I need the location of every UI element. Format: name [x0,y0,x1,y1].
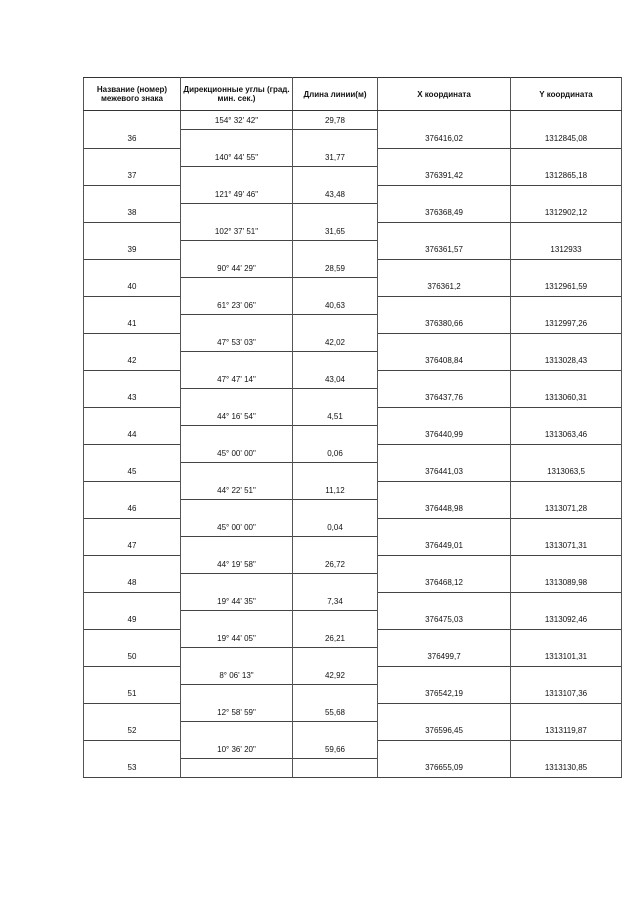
cell-x: 376449,01 [378,537,511,556]
table-row-segment [84,259,622,278]
cell-name [84,703,181,722]
table-row-segment [84,555,622,574]
cell-name [84,481,181,500]
cell-x: 376361,2 [378,278,511,297]
table-row-segment [84,444,622,463]
cell-name: 51 [84,685,181,704]
cell-angle [181,389,293,408]
table-row-segment [84,370,622,389]
cell-length [293,611,378,630]
cell-length: 28,59 [293,259,378,278]
table-row-segment [84,666,622,685]
cell-name: 37 [84,167,181,186]
cell-x [378,740,511,759]
cell-angle [181,500,293,519]
cell-x [378,185,511,204]
cell-x: 376440,99 [378,426,511,445]
table-row-segment [84,111,622,130]
cell-length: 31,65 [293,222,378,241]
cell-angle [181,722,293,741]
cell-y: 1313092,46 [511,611,622,630]
cell-y [511,259,622,278]
cell-y [511,296,622,315]
cell-length: 40,63 [293,296,378,315]
table-row-segment [84,148,622,167]
table-row-segment [84,333,622,352]
cell-length: 29,78 [293,111,378,130]
cell-angle [181,426,293,445]
cell-length: 26,72 [293,555,378,574]
cell-y [511,185,622,204]
cell-y: 1313028,43 [511,352,622,371]
cell-angle: 47° 53' 03" [181,333,293,352]
cell-name: 39 [84,241,181,260]
header-length: Длина линии(м) [293,78,378,111]
cell-x: 376437,76 [378,389,511,408]
cell-x [378,259,511,278]
cell-length: 43,48 [293,185,378,204]
table-row-point [84,241,622,260]
cell-angle [181,537,293,556]
cell-length: 0,06 [293,444,378,463]
cell-y [511,703,622,722]
cell-name: 50 [84,648,181,667]
cell-y: 1313063,46 [511,426,622,445]
cell-angle [181,204,293,223]
cell-x: 376542,19 [378,685,511,704]
cell-name [84,222,181,241]
cell-length [293,648,378,667]
cell-angle: 102° 37' 51" [181,222,293,241]
cell-y [511,740,622,759]
cell-y [511,111,622,130]
cell-name: 47 [84,537,181,556]
cell-name [84,444,181,463]
cell-angle [181,463,293,482]
table-row-point [84,759,622,778]
cell-x [378,222,511,241]
cell-angle: 47° 47' 14" [181,370,293,389]
cell-y: 1312865,18 [511,167,622,186]
cell-y: 1312997,26 [511,315,622,334]
boundary-coordinates-table [83,77,622,778]
header-x: X координата [378,78,511,111]
table-row-segment [84,703,622,722]
header-angle: Дирекционные углы (град. мин. сек.) [181,78,293,111]
cell-length: 43,04 [293,370,378,389]
cell-y [511,333,622,352]
table-row-segment [84,518,622,537]
table-body [84,111,622,778]
cell-x: 376441,03 [378,463,511,482]
cell-angle: 19° 44' 05" [181,629,293,648]
cell-name [84,555,181,574]
cell-name: 48 [84,574,181,593]
cell-y [511,407,622,426]
cell-length: 11,12 [293,481,378,500]
cell-length [293,463,378,482]
cell-angle: 8° 06' 13" [181,666,293,685]
cell-x [378,703,511,722]
cell-y: 1313119,87 [511,722,622,741]
cell-name [84,296,181,315]
cell-name: 49 [84,611,181,630]
table-row-point [84,389,622,408]
table-row-segment [84,481,622,500]
table-row-point [84,204,622,223]
cell-angle: 44° 16' 54" [181,407,293,426]
cell-y: 1313071,28 [511,500,622,519]
cell-length [293,537,378,556]
cell-length [293,500,378,519]
table-row-point [84,611,622,630]
cell-x: 376596,45 [378,722,511,741]
cell-x [378,148,511,167]
cell-name: 42 [84,352,181,371]
table-row-segment [84,296,622,315]
cell-y: 1313107,36 [511,685,622,704]
cell-y [511,222,622,241]
cell-y [511,555,622,574]
cell-x: 376475,03 [378,611,511,630]
cell-length: 42,02 [293,333,378,352]
cell-name [84,259,181,278]
cell-y: 1313060,31 [511,389,622,408]
cell-length [293,167,378,186]
table-row-point [84,167,622,186]
cell-angle: 154° 32' 42" [181,111,293,130]
table-row-point [84,537,622,556]
cell-length: 7,34 [293,592,378,611]
header-name: Название (номер) межевого знака [84,78,181,111]
cell-name [84,185,181,204]
cell-length: 0,04 [293,518,378,537]
cell-length [293,722,378,741]
cell-x: 376368,49 [378,204,511,223]
cell-length [293,278,378,297]
cell-angle: 45° 00' 00" [181,518,293,537]
table-header-row [84,78,622,111]
cell-name [84,111,181,130]
cell-y: 1313089,98 [511,574,622,593]
cell-x [378,111,511,130]
cell-angle [181,574,293,593]
cell-angle: 12° 58' 59" [181,703,293,722]
table-row-point [84,352,622,371]
table-row-point [84,426,622,445]
cell-angle: 19° 44' 35" [181,592,293,611]
cell-y: 1312961,59 [511,278,622,297]
cell-name: 41 [84,315,181,334]
cell-x [378,407,511,426]
cell-length [293,130,378,149]
table-row-segment [84,629,622,648]
cell-x: 376380,66 [378,315,511,334]
cell-angle [181,167,293,186]
table-row-segment [84,407,622,426]
cell-length: 31,77 [293,148,378,167]
cell-y: 1313101,31 [511,648,622,667]
cell-angle [181,315,293,334]
cell-length [293,241,378,260]
table-row-point [84,315,622,334]
cell-y [511,629,622,648]
cell-name: 36 [84,130,181,149]
table-row-point [84,685,622,704]
cell-length [293,426,378,445]
cell-x [378,592,511,611]
cell-name [84,518,181,537]
cell-length: 4,51 [293,407,378,426]
cell-angle: 121° 49' 46" [181,185,293,204]
cell-angle [181,685,293,704]
cell-length [293,352,378,371]
table-row-segment [84,222,622,241]
cell-y [511,370,622,389]
table-row-segment [84,185,622,204]
cell-angle [181,759,293,778]
cell-x [378,370,511,389]
cell-name: 52 [84,722,181,741]
cell-angle: 44° 19' 58" [181,555,293,574]
cell-y: 1312845,08 [511,130,622,149]
table-row-point [84,278,622,297]
cell-x: 376361,57 [378,241,511,260]
cell-name [84,148,181,167]
cell-y [511,666,622,685]
cell-name [84,370,181,389]
cell-length: 59,66 [293,740,378,759]
cell-angle: 10° 36' 20" [181,740,293,759]
cell-name [84,740,181,759]
cell-x: 376416,02 [378,130,511,149]
cell-y: 1312902,12 [511,204,622,223]
cell-x [378,444,511,463]
cell-angle: 45° 00' 00" [181,444,293,463]
cell-x: 376499,7 [378,648,511,667]
cell-name: 43 [84,389,181,408]
cell-y: 1312933 [511,241,622,260]
cell-y [511,444,622,463]
cell-name [84,592,181,611]
cell-angle: 90° 44' 29" [181,259,293,278]
cell-length [293,685,378,704]
cell-length: 42,92 [293,666,378,685]
cell-y [511,481,622,500]
cell-length [293,759,378,778]
cell-name [84,407,181,426]
cell-name [84,666,181,685]
cell-x [378,296,511,315]
cell-x [378,555,511,574]
cell-x: 376655,09 [378,759,511,778]
cell-y [511,592,622,611]
cell-name [84,333,181,352]
cell-name [84,629,181,648]
cell-name: 53 [84,759,181,778]
cell-angle: 140° 44' 55" [181,148,293,167]
cell-length [293,389,378,408]
table-row-segment [84,592,622,611]
table-row-point [84,463,622,482]
cell-y [511,518,622,537]
cell-length [293,204,378,223]
table-row-point [84,648,622,667]
cell-y: 1313063,5 [511,463,622,482]
cell-x: 376391,42 [378,167,511,186]
cell-angle [181,648,293,667]
cell-x [378,666,511,685]
cell-y [511,148,622,167]
cell-length [293,315,378,334]
table-row-point [84,574,622,593]
cell-x [378,333,511,352]
cell-y: 1313130,85 [511,759,622,778]
cell-name: 44 [84,426,181,445]
table-row-point [84,722,622,741]
cell-length [293,574,378,593]
header-y: Y координата [511,78,622,111]
cell-name: 38 [84,204,181,223]
cell-angle: 61° 23' 06" [181,296,293,315]
cell-x [378,629,511,648]
cell-name: 46 [84,500,181,519]
table-row-point [84,130,622,149]
cell-angle [181,352,293,371]
cell-name: 40 [84,278,181,297]
cell-angle [181,278,293,297]
table-row-point [84,500,622,519]
cell-angle [181,241,293,260]
cell-y: 1313071,31 [511,537,622,556]
cell-length: 55,68 [293,703,378,722]
cell-length: 26,21 [293,629,378,648]
cell-x [378,518,511,537]
cell-angle: 44° 22' 51" [181,481,293,500]
cell-x: 376448,98 [378,500,511,519]
cell-x: 376408,84 [378,352,511,371]
cell-x: 376468,12 [378,574,511,593]
cell-x [378,481,511,500]
table-row-segment [84,740,622,759]
cell-name: 45 [84,463,181,482]
cell-angle [181,611,293,630]
cell-angle [181,130,293,149]
